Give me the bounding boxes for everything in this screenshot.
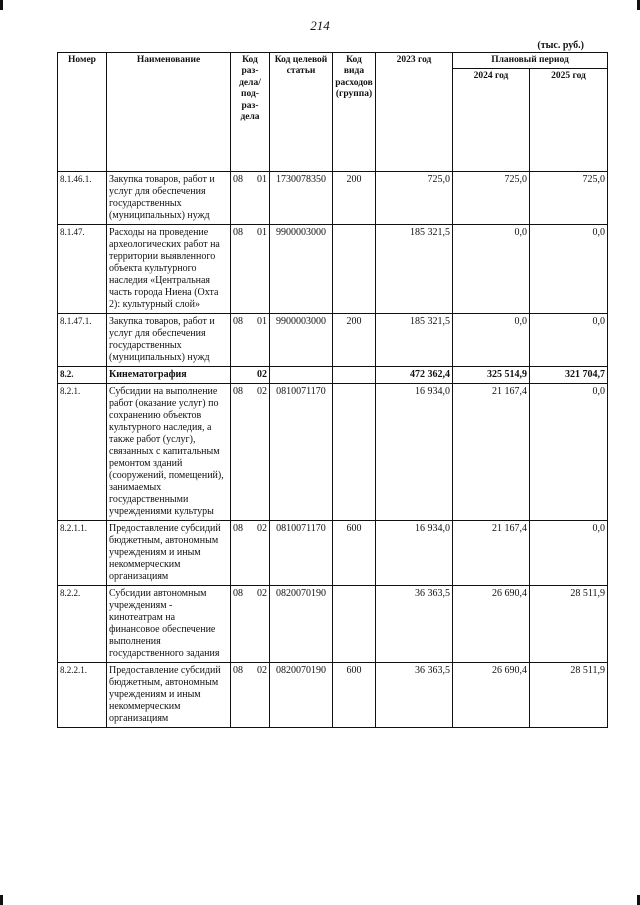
row-amount-2025: 321 704,7	[530, 367, 608, 384]
row-section-code	[231, 314, 270, 367]
row-subsection: 02	[257, 588, 267, 600]
row-number: 8.2.1.1.	[58, 521, 107, 586]
header-expense-type: Код вида расходов (группа)	[333, 53, 376, 172]
row-amount-2023: 16 934,0	[376, 384, 453, 521]
row-amount-2023: 725,0	[376, 172, 453, 225]
row-section-code	[231, 663, 270, 728]
row-amount-2023: 185 321,5	[376, 314, 453, 367]
row-amount-2025: 0,0	[530, 225, 608, 314]
row-expense-type: 600	[333, 663, 376, 728]
row-amount-2023: 36 363,5	[376, 663, 453, 728]
row-number: 8.1.47.	[58, 225, 107, 314]
row-expense-type	[333, 367, 376, 384]
row-target-article: 9900003000	[270, 314, 333, 367]
header-name: Наименование	[107, 53, 231, 172]
table-row	[58, 367, 608, 384]
header-target-article: Код целевой статьи	[270, 53, 333, 172]
row-section-code	[231, 521, 270, 586]
row-expense-type: 600	[333, 521, 376, 586]
units-label: (тыс. руб.)	[537, 40, 584, 51]
row-target-article: 0820070190	[270, 586, 333, 663]
table-row	[58, 314, 608, 367]
header-section-code: Код раз- дела/ под- раз- дела	[231, 53, 270, 172]
row-subsection: 02	[257, 386, 267, 398]
row-number: 8.2.2.	[58, 586, 107, 663]
row-expense-type	[333, 225, 376, 314]
row-section: 08	[233, 316, 243, 328]
scan-corner-mark	[0, 895, 3, 905]
row-section-code	[231, 172, 270, 225]
row-name: Субсидии на выполнение работ (оказание услуг) по сохранению объектов культурного наследия, а также работ (услуг), связанных с капитальным ремонтом зданий (сооружений, помещений), занимаемых государственными учреждениями культуры	[107, 384, 231, 521]
table-row	[58, 663, 608, 728]
row-amount-2024: 26 690,4	[453, 586, 530, 663]
table-header-row	[58, 53, 608, 69]
row-number: 8.2.1.	[58, 384, 107, 521]
header-year-2023: 2023 год	[376, 53, 453, 172]
header-number: Номер	[58, 53, 107, 172]
row-target-article: 9900003000	[270, 225, 333, 314]
row-amount-2025: 28 511,9	[530, 663, 608, 728]
row-subsection: 01	[257, 227, 267, 239]
row-amount-2024: 26 690,4	[453, 663, 530, 728]
row-number: 8.1.47.1.	[58, 314, 107, 367]
page-number: 214	[310, 18, 330, 33]
table-row	[58, 172, 608, 225]
row-subsection: 02	[257, 665, 267, 677]
row-number: 8.2.	[58, 367, 107, 384]
row-amount-2024: 0,0	[453, 314, 530, 367]
header-year-2024: 2024 год	[453, 69, 530, 172]
row-amount-2023: 16 934,0	[376, 521, 453, 586]
table-row	[58, 521, 608, 586]
row-number: 8.2.2.1.	[58, 663, 107, 728]
row-subsection: 01	[257, 316, 267, 328]
row-number: 8.1.46.1.	[58, 172, 107, 225]
row-section: 08	[233, 523, 243, 535]
row-target-article: 0810071170	[270, 384, 333, 521]
row-name: Закупка товаров, работ и услуг для обеспечения государственных (муниципальных) нужд	[107, 314, 231, 367]
row-amount-2025: 0,0	[530, 521, 608, 586]
row-section-code	[231, 367, 270, 384]
table-row	[58, 384, 608, 521]
row-name: Закупка товаров, работ и услуг для обеспечения государственных (муниципальных) нужд	[107, 172, 231, 225]
header-year-2025: 2025 год	[530, 69, 608, 172]
row-amount-2025: 725,0	[530, 172, 608, 225]
row-section-code	[231, 225, 270, 314]
row-subsection: 01	[257, 174, 267, 186]
row-target-article: 1730078350	[270, 172, 333, 225]
row-amount-2025: 0,0	[530, 384, 608, 521]
row-name: Кинематография	[107, 367, 231, 384]
row-amount-2024: 725,0	[453, 172, 530, 225]
row-expense-type: 200	[333, 172, 376, 225]
row-name: Предоставление субсидий бюджетным, автономным учреждениям и иным некоммерческим организациям	[107, 663, 231, 728]
row-target-article	[270, 367, 333, 384]
row-target-article: 0810071170	[270, 521, 333, 586]
row-name: Субсидии автономным учреждениям - кинотеатрам на финансовое обеспечение выполнения государственного задания	[107, 586, 231, 663]
table-row	[58, 586, 608, 663]
row-section: 08	[233, 386, 243, 398]
scan-corner-mark	[0, 0, 3, 10]
row-amount-2024: 21 167,4	[453, 384, 530, 521]
budget-table	[57, 52, 608, 728]
row-expense-type	[333, 384, 376, 521]
row-section: 08	[233, 588, 243, 600]
row-amount-2024: 0,0	[453, 225, 530, 314]
table-body	[58, 172, 608, 728]
header-planned-period: Плановый период	[453, 53, 608, 69]
row-section: 08	[233, 174, 243, 186]
row-section: 08	[233, 665, 243, 677]
row-target-article: 0820070190	[270, 663, 333, 728]
row-amount-2024: 325 514,9	[453, 367, 530, 384]
row-section-code	[231, 384, 270, 521]
row-subsection: 02	[257, 369, 267, 381]
row-name: Расходы на проведение археологических работ на территории выявленного объекта культурного наследия «Центральная часть города Ниена (Охта 2): культурный слой»	[107, 225, 231, 314]
row-amount-2024: 21 167,4	[453, 521, 530, 586]
table-row	[58, 225, 608, 314]
row-amount-2023: 472 362,4	[376, 367, 453, 384]
row-expense-type: 200	[333, 314, 376, 367]
row-section-code	[231, 586, 270, 663]
row-name: Предоставление субсидий бюджетным, автономным учреждениям и иным некоммерческим организациям	[107, 521, 231, 586]
row-subsection: 02	[257, 523, 267, 535]
row-amount-2025: 0,0	[530, 314, 608, 367]
row-section: 08	[233, 227, 243, 239]
row-amount-2023: 36 363,5	[376, 586, 453, 663]
row-amount-2025: 28 511,9	[530, 586, 608, 663]
row-expense-type	[333, 586, 376, 663]
row-amount-2023: 185 321,5	[376, 225, 453, 314]
